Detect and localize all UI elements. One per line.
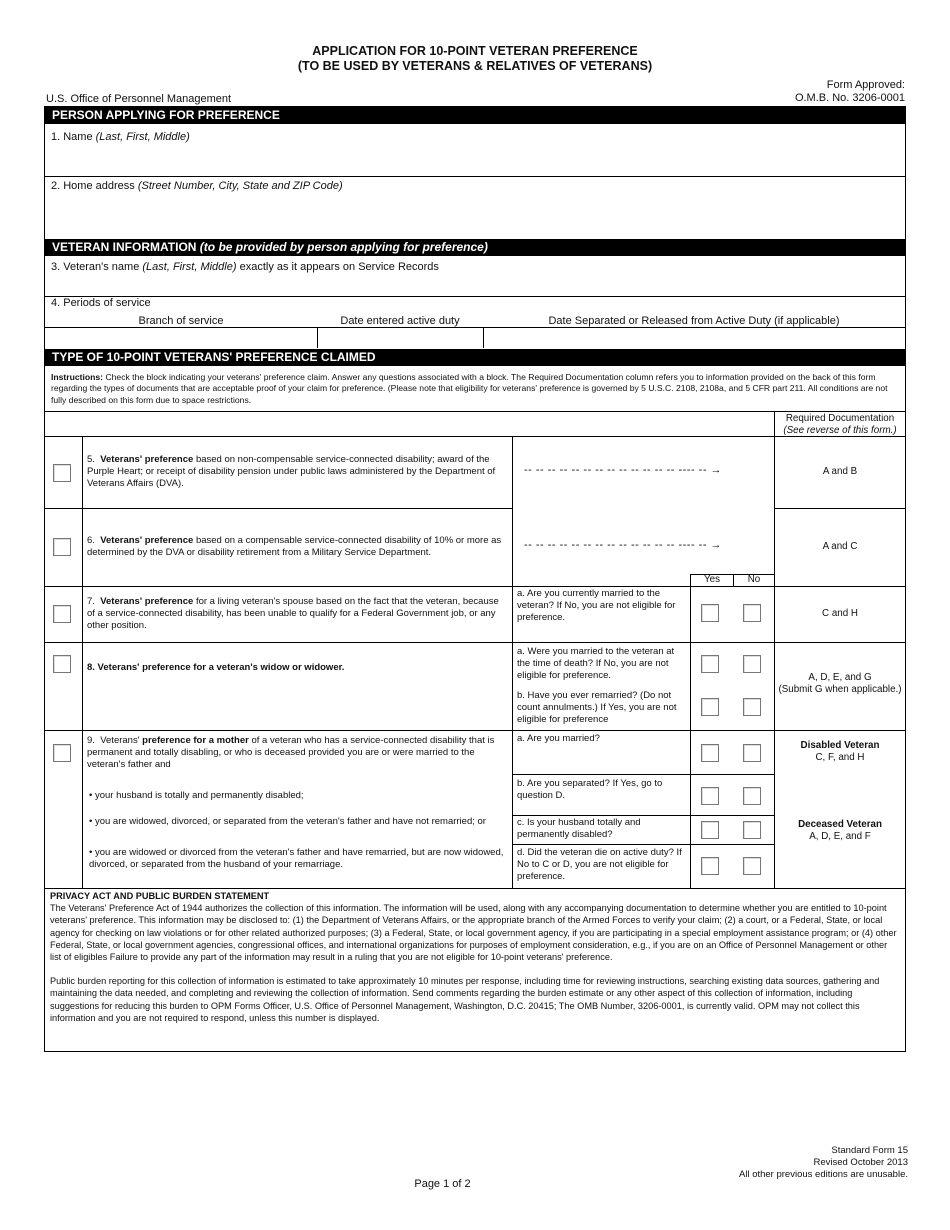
veteran-name-hint: (Last, First, Middle)	[142, 261, 237, 273]
item8b-no-checkbox[interactable]	[743, 698, 761, 716]
instructions	[51, 372, 899, 406]
item9a-yes-checkbox[interactable]	[701, 744, 719, 762]
periods-of-service-label: 4. Periods of service	[51, 297, 151, 309]
section-preference-type-header: TYPE OF 10-POINT VETERANS' PREFERENCE CLAIMED	[45, 349, 905, 366]
disabled-veteran-docs: C, F, and H	[815, 752, 865, 763]
item7a-no-checkbox[interactable]	[743, 604, 761, 622]
item5-required-doc: A and B	[822, 466, 858, 477]
item5-text: 5. Veterans' preference based on non-compensable service-connected disability; award of the Purple Heart; or receipt of disability pension under public laws administered by the Department of Veterans Affairs (DVA).	[87, 454, 496, 489]
item6-text: 6. Veterans' preference based on a compensable service-connected disability of 10% or more as determined by the DVA or disability retirement from a Military Service Department.	[87, 535, 502, 558]
item7-question-a: a. Are you currently married to the veteran? If No, you are not eligible for preference.	[517, 588, 676, 623]
form-footer-info	[739, 1145, 908, 1181]
item9b-yes-checkbox[interactable]	[701, 787, 719, 805]
item9-question-a: a. Are you married?	[517, 733, 600, 744]
item9-bold: preference for a mother	[142, 735, 249, 746]
date-entered-input[interactable]	[318, 328, 483, 348]
item7-text: 7. Veterans' preference for a living veteran's spouse based on the fact that the veteran, because of a service-connected disability, has been unable to qualify for a Federal Government job, or any other position.	[87, 596, 499, 631]
item9b-no-checkbox[interactable]	[743, 787, 761, 805]
item8a-yes-checkbox[interactable]	[701, 655, 719, 673]
revised-date: Revised October 2013	[813, 1157, 908, 1168]
item8-required-doc	[775, 672, 905, 696]
section-person-applying-header: PERSON APPLYING FOR PREFERENCE	[45, 107, 905, 124]
item8-checkbox[interactable]	[53, 655, 71, 673]
item8-question-b: b. Have you ever remarried? (Do not count annulments.) If Yes, you are not eligible for preference	[517, 690, 677, 725]
item6-bold: Veterans' preference	[100, 535, 194, 546]
item7-required-doc: C and H	[822, 608, 858, 619]
veteran-info-note: (to be provided by person applying for preference)	[199, 240, 488, 254]
item9-bullet-3: • you are widowed or divorced from the veteran's father and have remarried, but are now widowed, divorced, or separated from the husband of your remarriage.	[89, 847, 504, 870]
form-number: Standard Form 15	[831, 1145, 908, 1156]
req-doc-label: Required Documentation	[785, 413, 895, 424]
page-number: Page 1 of 2	[414, 1178, 471, 1190]
item9-question-b: b. Are you separated? If Yes, go to question D.	[517, 778, 663, 801]
item9a-no-checkbox[interactable]	[743, 744, 761, 762]
deceased-veteran-docs: A, D, E, and F	[809, 831, 871, 842]
item6-checkbox[interactable]	[53, 538, 71, 556]
req-doc-note: (See reverse of this form.)	[783, 425, 897, 436]
veteran-name-input-area[interactable]	[45, 259, 905, 296]
form-title	[0, 44, 950, 74]
col-date-entered: Date entered active duty	[340, 315, 460, 327]
instructions-text: Check the block indicating your veterans' preference claim. Answer any questions associated with a block. The Required Documentation column refers you to information provided on the back of this form regarding the types of documents that are acceptable proof of your claim for preference. (Please note that eligibility for veterans' preference is governed by 5 U.S.C. 2108, 2108a, and 5 CFR part 211. All conditions are not fully described on this form due to space restrictions.	[51, 372, 888, 405]
item9-question-c: c. Is your husband totally and permanently disabled?	[517, 817, 641, 840]
item9-desc: of a veteran who has a service-connected disability that is permanent and totally disabling, or who is deceased provided you are or were married to the veteran's father and	[87, 735, 495, 770]
form-approval	[795, 79, 905, 105]
item9d-no-checkbox[interactable]	[743, 857, 761, 875]
veteran-name-suffix: exactly as it appears on Service Records	[239, 261, 439, 273]
form-body	[44, 106, 906, 1052]
omb-number: O.M.B. No. 3206-0001	[794, 92, 905, 104]
item7a-yes-checkbox[interactable]	[701, 604, 719, 622]
item8b-yes-checkbox[interactable]	[701, 698, 719, 716]
item5-checkbox[interactable]	[53, 464, 71, 482]
item8-text: 8. Veterans' preference for a veteran's widow or widower.	[87, 662, 345, 673]
yes-column-header: Yes	[704, 574, 720, 585]
item8-doc-line2: (Submit G when applicable.)	[778, 684, 902, 695]
address-hint: (Street Number, City, State and ZIP Code)	[137, 180, 343, 192]
section-veteran-info-header	[45, 239, 905, 256]
item9c-no-checkbox[interactable]	[743, 821, 761, 839]
name-hint: (Last, First, Middle)	[95, 131, 190, 143]
item7-checkbox[interactable]	[53, 605, 71, 623]
title-line-1: APPLICATION FOR 10-POINT VETERAN PREFERENCE	[312, 44, 638, 58]
item6-arrow: -- -- -- -- -- -- -- -- -- -- -- -- -- ---- -- →	[524, 539, 723, 551]
col-branch-of-service: Branch of service	[138, 315, 224, 327]
privacy-paragraph-1: The Veterans' Preference Act of 1944 authorizes the collection of this information. The information will be used, along with any accompanying documentation to determine whether you are entitled to 10-point veterans' preference. This information may be disclosed to: (1) the Department of Veterans Affairs, or the appropriate branch of the Armed Forces to verify your claim; (2) a court, or a Federal, State, or local agency for checking on law violations or for other related authorized purposes; (3) a Federal, State, or local government agency, if you are participating in a special employment assistance program; or (4) other Federal, State, or local government agencies, congressional offices, and international organizations for purposes of employment consideration, e.g., if you are on an Office of Personnel Management or other list of eligibles Failure to provide any part of the information may result in a ruling that you are not eligible for 10-point veterans' preference.	[50, 903, 897, 963]
privacy-statement	[50, 890, 900, 1024]
item7-desc: for a living veteran's spouse based on the fact that the veteran, because of a service-connected disability, has been unable to qualify for a Federal Government job, or any other position.	[87, 596, 499, 631]
address-input-area[interactable]	[45, 177, 905, 238]
item9d-yes-checkbox[interactable]	[701, 857, 719, 875]
title-line-2: (TO BE USED BY VETERANS & RELATIVES OF VETERANS)	[297, 59, 653, 73]
address-label: 2. Home address	[51, 180, 135, 192]
item5-desc: based on non-compensable service-connected disability; award of the Purple Heart; or receipt of disability pension under public laws administered by the Department of Veterans Affairs (DVA).	[87, 454, 496, 489]
item8a-no-checkbox[interactable]	[743, 655, 761, 673]
item9-prefix: Veterans'	[100, 735, 140, 746]
item9-bullet-2: • you are widowed, divorced, or separated from the veteran's father and have not remarried; or	[89, 816, 486, 827]
agency-name: U.S. Office of Personnel Management	[46, 93, 232, 105]
item9-bullet-1: • your husband is totally and permanently disabled;	[89, 790, 304, 801]
item6-desc: based on a compensable service-connected disability of 10% or more as determined by the DVA or disability retirement from a Military Service Department.	[87, 535, 502, 558]
item9-question-d: d. Did the veteran die on active duty? If No to C or D, you are not eligible for preference.	[517, 847, 682, 882]
item9-text: 9. Veterans' preference for a mother of a veteran who has a service-connected disability that is permanent and totally disabling, or who is deceased provided you are or were married to the veteran's father and	[87, 735, 495, 770]
privacy-title: PRIVACY ACT AND PUBLIC BURDEN STATEMENT	[50, 891, 270, 901]
name-input-area[interactable]	[45, 127, 905, 176]
col-date-separated: Date Separated or Released from Active Duty (if applicable)	[548, 315, 840, 327]
item9c-yes-checkbox[interactable]	[701, 821, 719, 839]
veteran-info-title: VETERAN INFORMATION	[52, 240, 197, 254]
item5-bold: Veterans' preference	[100, 454, 194, 465]
required-documentation-header	[775, 413, 905, 437]
item8-doc-line1: A, D, E, and G	[808, 672, 872, 683]
item8-question-a: a. Were you married to the veteran at the time of death? If No, you are not eligible for preference.	[517, 646, 675, 681]
editions-note: All other previous editions are unusable.	[739, 1169, 908, 1180]
date-separated-input[interactable]	[484, 328, 905, 348]
deceased-veteran-title: Deceased Veteran	[798, 819, 882, 830]
item9-doc-deceased	[775, 819, 905, 843]
form-approved-label: Form Approved:	[826, 79, 905, 91]
item9-doc-disabled	[775, 740, 905, 764]
veteran-name-label: 3. Veteran's name	[51, 261, 140, 273]
item6-required-doc: A and C	[822, 541, 858, 552]
instructions-label: Instructions:	[51, 372, 104, 382]
no-column-header: No	[747, 574, 761, 585]
item7-bold: Veterans' preference	[100, 596, 194, 607]
name-label: 1. Name	[51, 131, 93, 143]
disabled-veteran-title: Disabled Veteran	[800, 740, 880, 751]
branch-input[interactable]	[45, 328, 317, 348]
privacy-paragraph-2: Public burden reporting for this collection of information is estimated to take approximately 10 minutes per response, including time for reviewing instructions, searching existing data sources, gathering and maintaining the data needed, and completing and reviewing the collection of information. Send comments regarding the burden estimate or any other aspect of this collection of information, including suggestions for reducing this burden to OPM Forms Officer, U.S. Office of Personnel Management, Washington, D.C. 20415; The OMB Number, 3206-0001, is currently valid. OPM may not collect this information and you are not required to respond, unless this number is displayed.	[50, 976, 880, 1023]
item5-arrow: -- -- -- -- -- -- -- -- -- -- -- -- -- ---- -- →	[524, 464, 723, 476]
item9-checkbox[interactable]	[53, 744, 71, 762]
